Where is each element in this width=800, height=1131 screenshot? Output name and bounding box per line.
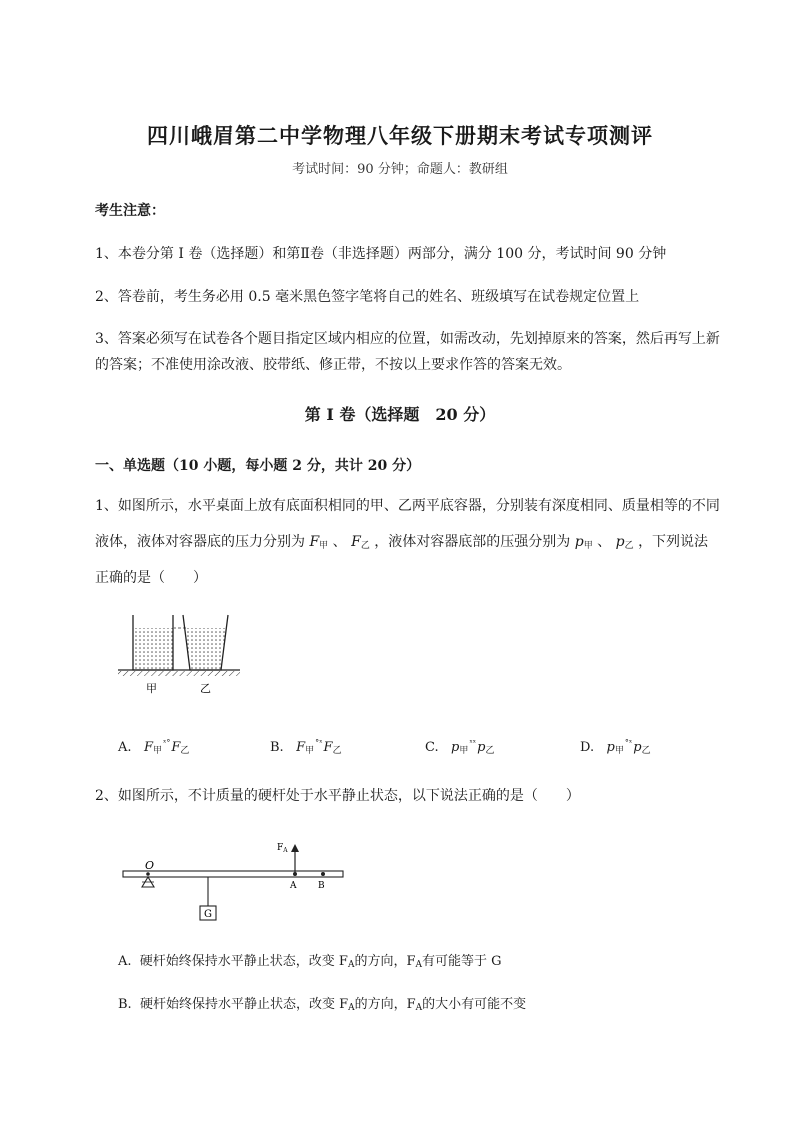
notice-item-3: 3、答案必须写在试卷各个题目指定区域内相应的位置，如需改动，先划掉原来的答案，然后再写上新 bbox=[95, 331, 720, 347]
point-a bbox=[293, 872, 297, 876]
fig-label-yi: 乙 bbox=[200, 682, 211, 695]
q1-option-a[interactable]: A. $F_甲^{ˣ^\circ}F_乙$ bbox=[118, 738, 190, 756]
force-label: $F_A$ bbox=[277, 843, 288, 854]
q2-text: 2、如图所示，不计质量的硬杆处于水平静止状态，以下说法正确的是（ ） bbox=[95, 788, 580, 804]
q1-line-1: 1、如图所示，水平桌面上放有底面积相同的甲、乙两平底容器，分别装有深度相同、质量相等的不同 bbox=[95, 498, 720, 514]
lever-figure bbox=[120, 836, 350, 926]
part-heading: 一、单选题（10 小题，每小题 2 分，共计 20 分） bbox=[95, 458, 421, 474]
container-yi bbox=[183, 615, 228, 670]
point-b-label: B bbox=[318, 881, 325, 891]
var-p-jia: $p_甲$ bbox=[574, 534, 593, 551]
q1-sep-2: 、 bbox=[597, 534, 612, 550]
q1-sep-1: 、 bbox=[332, 534, 347, 550]
containers-figure bbox=[118, 610, 248, 700]
page-title: 四川峨眉第二中学物理八年级下册期末考试专项测评 bbox=[147, 123, 653, 148]
var-F-jia: $F_甲$ bbox=[309, 534, 329, 551]
q2-option-a[interactable]: A. 硬杆始终保持水平静止状态，改变 $F_A$的方向，$F_A$有可能等于 G bbox=[118, 954, 502, 970]
exam-info: 考试时间：90 分钟；命题人：教研组 bbox=[292, 162, 508, 177]
notice-item-2: 2、答卷前，考生务必用 0.5 毫米黑色签字笔将自己的姓名、班级填写在试卷规定位置上 bbox=[95, 289, 640, 305]
q1-line-3: 正确的是（ ） bbox=[95, 570, 207, 586]
q1-option-b[interactable]: B. $F_甲^{^\circ ˣ}F_乙$ bbox=[270, 738, 342, 756]
pivot-point bbox=[146, 872, 150, 876]
pivot-label: O bbox=[145, 859, 155, 872]
var-p-yi: $p_乙$ bbox=[615, 534, 634, 551]
q1-text-a: 液体，液体对容器底的压力分别为 bbox=[95, 534, 305, 550]
q1-option-c[interactable]: C. $p_甲^{ˣˣ}p_乙$ bbox=[425, 738, 495, 756]
q1-line-2 bbox=[95, 528, 708, 560]
q1-text-b: ，液体对容器底部的压强分别为 bbox=[374, 534, 571, 550]
point-a-label: A bbox=[290, 881, 297, 891]
var-F-yi: $F_乙$ bbox=[351, 534, 370, 551]
notice-item-3-cont: 的答案；不准使用涂改液、胶带纸、修正带，不按以上要求作答的答案无效。 bbox=[95, 357, 571, 373]
section-title: 第 I 卷（选择题 20 分） bbox=[304, 405, 496, 424]
container-jia bbox=[133, 615, 173, 670]
q1-text-c: ，下列说法 bbox=[638, 534, 709, 550]
point-b bbox=[321, 872, 325, 876]
q1-option-d[interactable]: D. $p_甲^{^\circ ˣ}p_乙$ bbox=[580, 738, 651, 756]
fig-label-jia: 甲 bbox=[146, 682, 157, 695]
table-hatch bbox=[118, 671, 240, 676]
arrow-head-icon bbox=[291, 844, 299, 852]
notice-item-1: 1、本卷分第 I 卷（选择题）和第Ⅱ卷（非选择题）两部分，满分 100 分，考试时间 90 分钟 bbox=[95, 246, 667, 262]
lever-rod bbox=[123, 871, 343, 877]
notice-heading: 考生注意： bbox=[95, 203, 165, 219]
weight-label: G bbox=[204, 909, 212, 920]
q2-option-b[interactable]: B. 硬杆始终保持水平静止状态，改变 $F_A$的方向，$F_A$的大小有可能不变 bbox=[118, 997, 527, 1013]
